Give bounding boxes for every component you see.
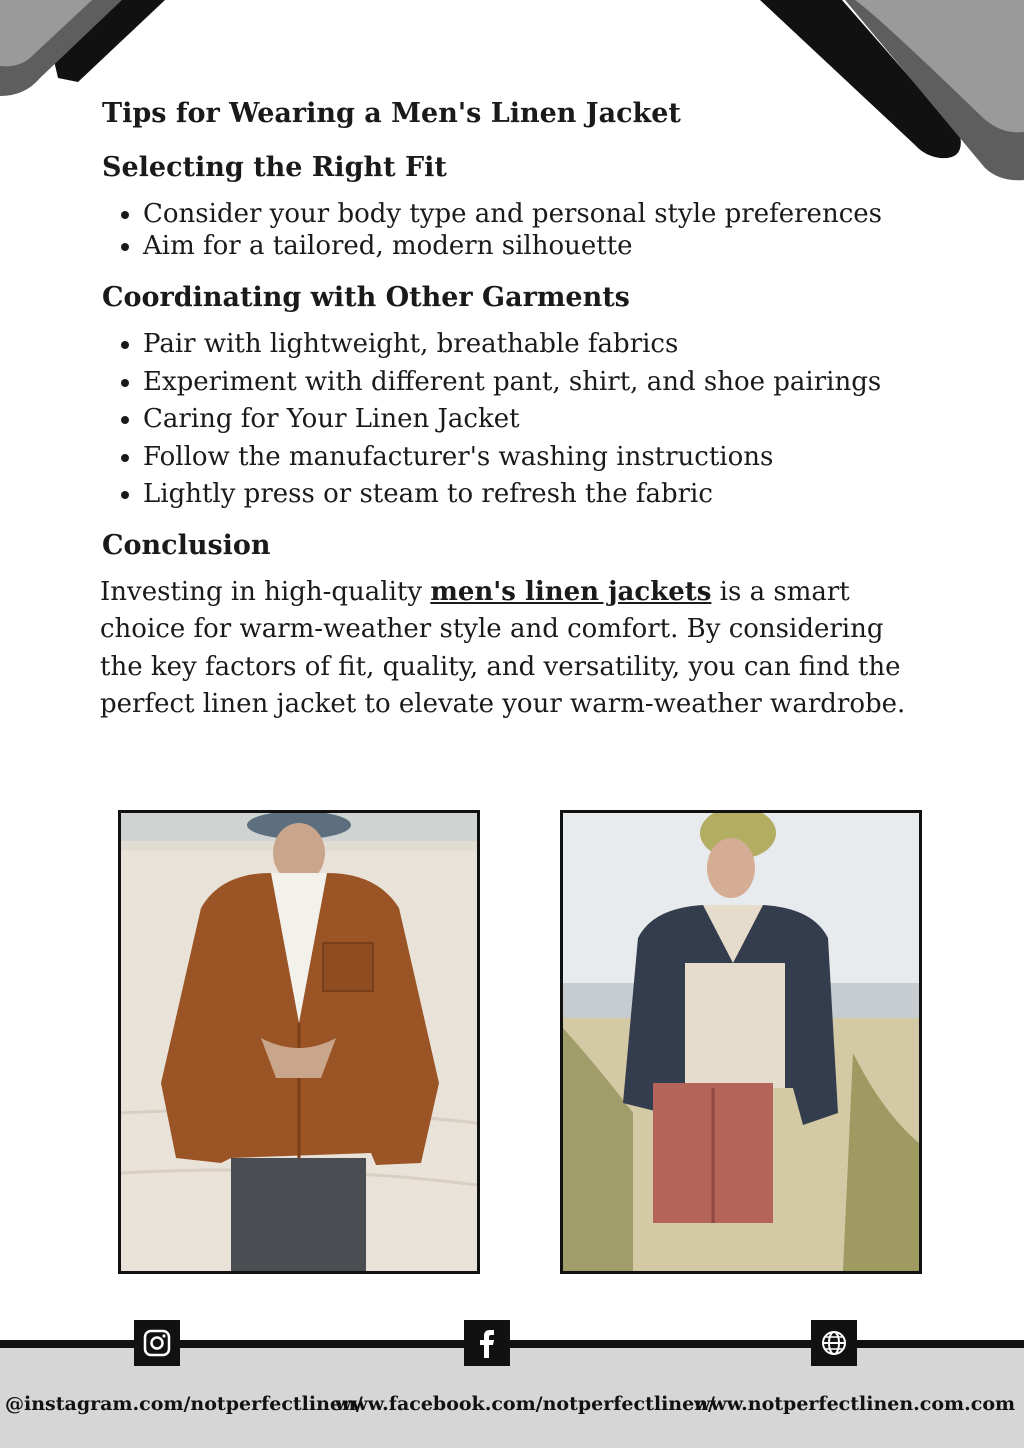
fit-list bbox=[102, 198, 932, 262]
list-item: • Caring for Your Linen Jacket bbox=[143, 401, 932, 439]
list-item: • Experiment with different pant, shirt, and shoe pairings bbox=[143, 364, 932, 402]
article bbox=[102, 92, 932, 724]
coordinating-list bbox=[102, 326, 932, 514]
mens-linen-jackets-link[interactable]: men's linen jackets bbox=[430, 576, 712, 607]
photo-navy-linen-jacket bbox=[560, 810, 922, 1274]
instagram-icon[interactable] bbox=[134, 1320, 180, 1366]
list-item: • Pair with lightweight, breathable fabrics bbox=[143, 326, 932, 364]
list-item: • Aim for a tailored, modern silhouette bbox=[143, 230, 932, 262]
list-item: • Lightly press or steam to refresh the fabric bbox=[143, 476, 932, 514]
instagram-link[interactable]: @instagram.com/notperfectlinen/ bbox=[5, 1393, 363, 1415]
list-item: • Consider your body type and personal style preferences bbox=[143, 198, 932, 230]
website-link[interactable]: www.notperfectlinen.com.com bbox=[694, 1393, 1016, 1415]
conclusion-paragraph bbox=[100, 574, 932, 724]
photo-rust-linen-jacket bbox=[118, 810, 480, 1274]
fit-heading: Selecting the Right Fit bbox=[102, 152, 447, 183]
top-left-corner-decoration bbox=[0, 0, 170, 100]
conclusion-text-end: is a smart choice for warm-weather style and comfort. By considering the key factors of fit, quality, and versatility, you can find the perfect linen jacket to elevate your warm-weather wardrobe. bbox=[100, 576, 906, 719]
conclusion-text-start: Investing in high-quality bbox=[100, 576, 431, 607]
facebook-icon[interactable] bbox=[464, 1320, 510, 1366]
conclusion-heading: Conclusion bbox=[102, 529, 271, 561]
coordinating-heading: Coordinating with Other Garments bbox=[102, 282, 630, 313]
globe-icon[interactable] bbox=[811, 1320, 857, 1366]
article-title: Tips for Wearing a Men's Linen Jacket bbox=[102, 98, 681, 129]
list-item: • Follow the manufacturer's washing instructions bbox=[143, 439, 932, 477]
facebook-link[interactable]: www.facebook.com/notperfectlinen/ bbox=[335, 1393, 715, 1415]
